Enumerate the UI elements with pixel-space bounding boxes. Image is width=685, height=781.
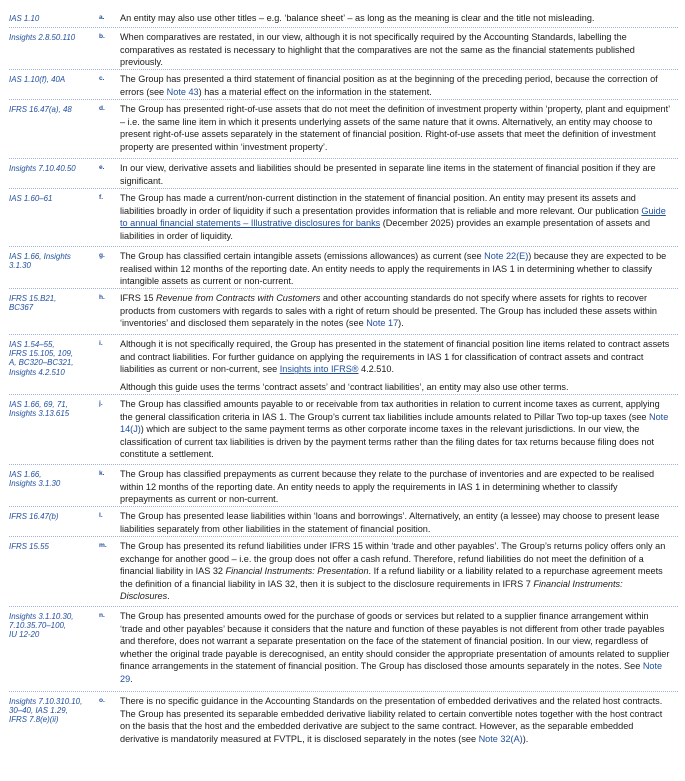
note-divider (9, 691, 678, 692)
note-text: In our view, derivative assets and liabilities should be presented in separate line items in the statement of financial position if they are significant. (120, 163, 656, 186)
note-letter: a. (99, 14, 105, 21)
note-text: ). (522, 733, 529, 744)
note-body (120, 338, 672, 393)
note-letter: b. (99, 33, 105, 40)
note-text: Financial Instruments: Presentation (225, 566, 369, 577)
note-letter: l. (99, 512, 103, 519)
note-paragraph (120, 73, 672, 98)
note-body (120, 398, 672, 461)
note-text: There is no specific guidance in the Accounting Standards on the presentation of embedded derivatives and the related host contracts. The Group has presented its separable embedded derivative liability related to certain convertible notes together with the host contract on the basis that the host and the embedded derivative are subject to the same contract. However, as the separable embedded derivative is mandatorily measured at FVTPL, it is disclosed separately in the notes (see (120, 696, 663, 744)
note-letter: j. (99, 400, 103, 407)
note-divider (9, 158, 678, 159)
note-letter: k. (99, 470, 105, 477)
note-divider (9, 246, 678, 247)
note-reference: Insights 2.8.50.110 (9, 32, 76, 42)
note-body (120, 292, 672, 330)
note-letter: e. (99, 164, 105, 171)
note-divider (9, 464, 678, 465)
note-paragraph (120, 610, 672, 686)
note-divider (9, 288, 678, 289)
note-letter: n. (99, 612, 105, 619)
note-text: The Group has classified certain intangible assets (emissions allowances) as current (see (120, 251, 485, 261)
note-text: (December 2025) provides an example presentation of assets and liabilities in order of liquidity. (120, 218, 651, 241)
note-divider (9, 536, 678, 537)
note-letter: f. (99, 194, 104, 201)
note-link[interactable]: Guide to annual financial statements – Illustrative disclosures for banks (120, 205, 666, 229)
note-paragraph (120, 162, 672, 187)
note-paragraph (120, 510, 672, 535)
note-letter: d. (99, 105, 105, 112)
note-text: . (130, 673, 133, 684)
note-body (120, 510, 672, 535)
note-link[interactable]: Note 43 (166, 86, 199, 97)
note-text: Revenue from Contracts with Customers (156, 293, 321, 303)
note-divider (9, 506, 678, 507)
note-divider (9, 334, 678, 335)
note-divider (9, 606, 678, 607)
note-body (120, 73, 672, 98)
note-reference: Insights 7.10.40.50 (9, 163, 76, 173)
note-paragraph (120, 292, 672, 330)
note-body (120, 31, 672, 69)
note-text: The Group has presented lease liabilities within ‘loans and borrowings’. Alternatively, an entity (a lessee) may choose to present lease liabilities separately from other liabilities in the statement of financial position. (120, 511, 660, 534)
note-text: Although it is not specifically required, the Group has presented in the statement of financial position line items related to contract assets and contract liabilities. For further guidance on applying the requirements in IAS 1 for classification of contract assets and contract liabilities as current or non-current, see (120, 339, 670, 375)
note-divider (9, 99, 678, 100)
note-paragraph (120, 468, 672, 506)
note-paragraph (120, 192, 672, 242)
note-reference: IAS 1.10 (9, 13, 40, 23)
note-paragraph (120, 695, 672, 745)
note-reference: IFRS 16.47(a), 48 (9, 104, 72, 114)
note-body (120, 162, 672, 187)
note-body (120, 192, 672, 242)
note-paragraph (120, 398, 672, 461)
note-reference: IAS 1.66, 69, 71, Insights 3.13.615 (9, 399, 70, 418)
note-divider (9, 27, 678, 28)
note-reference: Insights 3.1.10.30, 7.10.35.70–100, IU 12-20 (9, 611, 74, 640)
note-link[interactable]: Note 32(A) (478, 733, 523, 744)
note-link[interactable]: Note 22(E) (484, 251, 529, 261)
note-paragraph (120, 12, 672, 25)
note-text: When comparatives are restated, in our view, although it is not specifically required by the Accounting Standards, labelling the comparatives as restated is necessary to highlight that the comparatives are not the same as the financial statements published previously. (120, 32, 635, 68)
note-text: The Group has presented amounts owed for the purchase of goods or services but related to a supplier finance arrangement within ‘trade and other payables’ because it considers that the nature and function of these payables is not different from other trade payables and therefore, does not warrant a separate presentation on the face of the statement of financial position. In our view, regardless of whether the original trade payable is derecognised, an entity should consider the appropriate presentation of amounts related to supplier finance arrangements in the statement of financial position. The Group has disclosed those amounts separately in the notes. See (120, 611, 670, 672)
note-body (120, 695, 672, 745)
note-paragraph: Although this guide uses the terms ‘contract assets’ and ‘contract liabilities’, an entity may also use other terms. (120, 381, 569, 392)
note-text: An entity may also use other titles – e.g. ‘balance sheet’ – as long as the meaning is clear and the title not misleading. (120, 13, 595, 23)
note-letter: c. (99, 75, 105, 82)
note-reference: IAS 1.60–61 (9, 193, 53, 203)
note-body (120, 250, 672, 288)
note-paragraph (120, 250, 672, 288)
note-body (120, 12, 672, 25)
note-text: ) which are subject to the same payment terms as other corporate income taxes in the relevant jurisdictions. In our view, the classification of current tax liabilities is driven by the payment terms rather than the filing dates for tax returns because filing does not constitute a settlement. (120, 424, 655, 460)
note-body (120, 468, 672, 506)
note-text: ) because they are expected to be realised within 12 months of the reporting date. An entity needs to apply the requirements in IAS 1 in determining whether to classify intangible assets as current or non-current. (120, 251, 667, 287)
note-paragraph (120, 31, 672, 69)
note-letter: o. (99, 697, 105, 704)
note-reference: IAS 1.54–55, IFRS 15.105, 109, A, BC320–BC321, Insights 4.2.510 (9, 339, 74, 377)
note-paragraph (120, 103, 672, 153)
note-text: The Group has presented a third statement of financial position as at the beginning of the preceding period, because the correction of errors (see (120, 74, 658, 97)
note-reference: Insights 7.10.310.10, 30–40, IAS 1.29, IFRS 7.8(e)(ii) (9, 696, 83, 725)
note-text: . If a refund liability or a liability related to a repurchase agreement meets the definition of a financial liability in IAS 32, then it is subject to the disclosure requirements in IFRS 7 (120, 566, 663, 589)
note-paragraph (120, 540, 672, 603)
note-text: The Group has made a current/non-current distinction in the statement of financial position. An entity may present its assets and liabilities broadly in order of liquidity if such a presentation provides information that is reliable and more relevant. Our publication (120, 193, 642, 216)
note-text: ). (398, 318, 404, 329)
note-body (120, 103, 672, 153)
note-text: The Group has classified prepayments as current because they relate to the purchase of inventories and are expected to be realised within 12 months of the reporting date. An entity needs to apply the requirements in IAS 1 in determining whether to classify prepayments as current or non-current. (120, 469, 655, 505)
note-reference: IAS 1.10(f), 40A (9, 74, 66, 84)
note-body (120, 610, 672, 686)
note-link[interactable]: Note 14(J) (120, 411, 669, 435)
note-link[interactable]: Insights into IFRS® (279, 364, 359, 375)
note-reference: IFRS 15.55 (9, 541, 49, 551)
note-text: The Group has presented its refund liabilities under IFRS 15 within ‘trade and other payables’. The Group’s returns policy offers only an exchange for another good – i.e. the group does not offer a cash refund. Therefore, refund liabilities do not meet the definition of a financial liability in IAS 32 (120, 541, 666, 577)
note-divider (9, 188, 678, 189)
note-text: The Group has classified amounts payable to or receivable from tax authorities in relation to current income taxes as current, applying the general classification criteria in IAS 1. The Group’s current tax liabilities include amounts related to Pillar Two top-up taxes (see (120, 399, 660, 422)
note-divider (9, 394, 678, 395)
note-letter: i. (99, 340, 103, 347)
note-text: and other accounting standards do not specify where assets for rights to recover products from customers with regards to sales with a right of return should be presented. The Group has included these assets within ‘inventories’ and disclosed them separately in the notes (see (120, 293, 657, 329)
note-link[interactable]: Note 29 (120, 661, 663, 684)
note-text: The Group has presented right-of-use assets that do not meet the definition of investment property within ‘property, plant and equipment’ – i.e. the same line item in which it presents underlying assets of the same nature that it owns. Alternatively, an entity may choose to present right-of-use assets separately in the statement of financial position. Right-of-use assets that meet the definition of investment property are presented within ‘investment property’. (120, 104, 670, 152)
note-divider (9, 69, 678, 70)
note-text: Financial Instruments: Disclosures (120, 578, 623, 602)
note-text: 4.2.510. (358, 364, 395, 375)
note-letter: h. (99, 294, 105, 301)
note-text: IFRS 15 (120, 293, 157, 303)
note-letter: g. (99, 252, 105, 259)
note-text: ) has a material effect on the information in the statement. (198, 86, 432, 97)
note-reference: IFRS 15.B21, BC367 (9, 293, 57, 312)
note-link[interactable]: Note 17 (366, 318, 399, 329)
note-reference: IAS 1.66, Insights 3.1.30 (9, 469, 61, 488)
note-reference: IFRS 16.47(b) (9, 511, 59, 521)
note-text: . (167, 591, 170, 602)
note-body (120, 540, 672, 603)
note-paragraph (120, 338, 672, 376)
note-reference: IAS 1.66, Insights 3.1.30 (9, 251, 71, 270)
note-letter: m. (99, 542, 107, 549)
